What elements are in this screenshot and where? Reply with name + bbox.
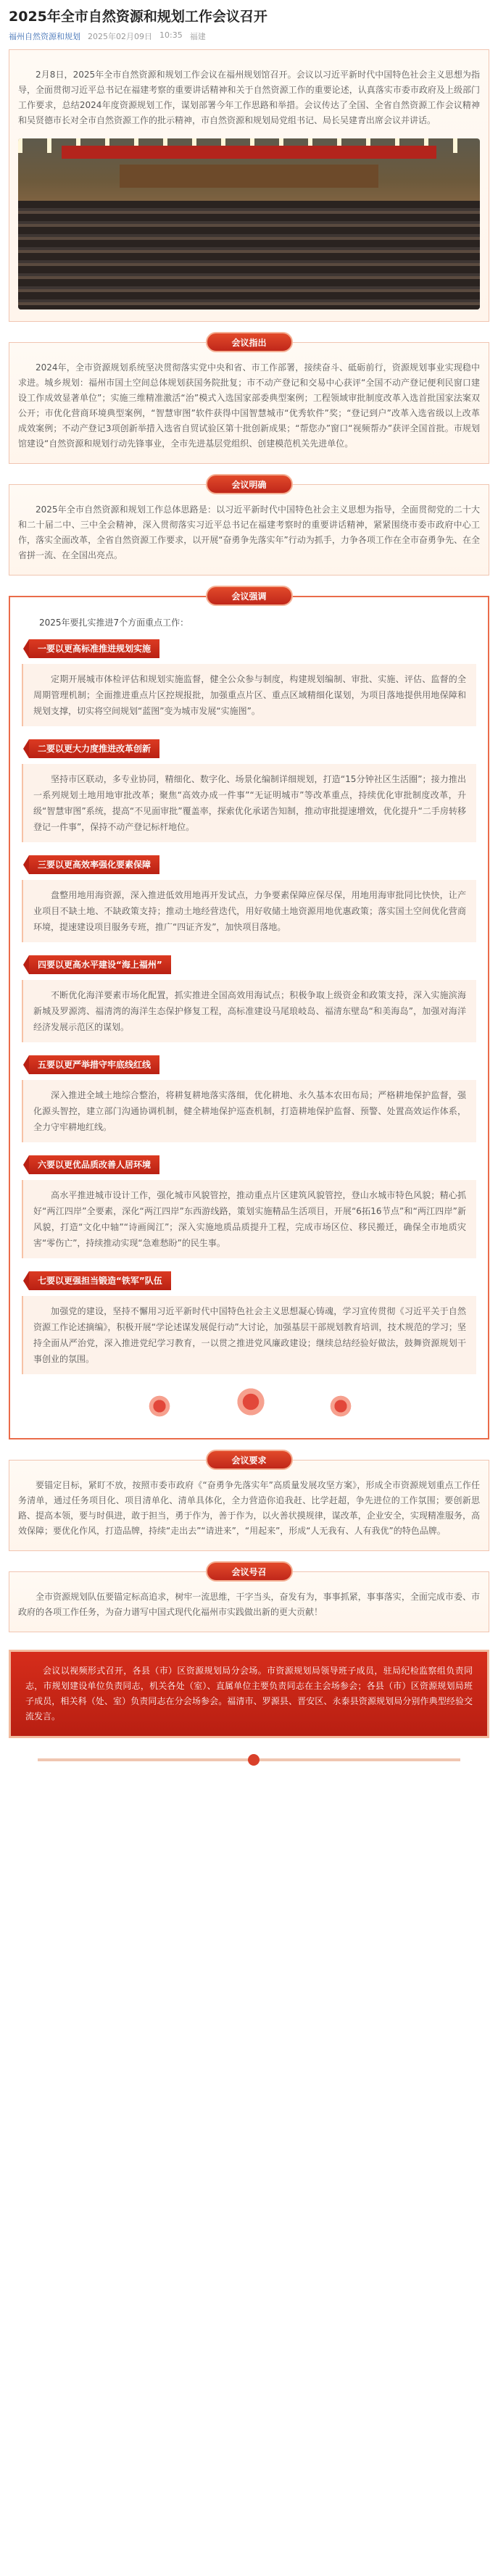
emphasis-intro: 2025年要扎实推进7个方面重点工作： [39, 618, 189, 628]
call-text: 全市资源规划队伍要锚定标高追求，树牢一流思维，干字当头，奋发有为，事事抓紧，事事落实，全面完成市委、市政府的各项工作任务，为奋力谱写中国式现代化福州市实践做出新的更大贡献！ [18, 1592, 480, 1617]
list-item [22, 855, 476, 942]
page-title: 2025年全市自然资源和规划工作会议召开 [9, 9, 267, 25]
flower-icon [232, 1383, 270, 1421]
section-tag: 会议强调 [206, 586, 293, 606]
article-meta [9, 30, 489, 42]
flower-decoration [22, 1387, 476, 1426]
list-item [22, 1155, 476, 1258]
article-header [0, 0, 498, 48]
list-item [22, 739, 476, 842]
flower-icon [326, 1392, 355, 1421]
emphasis-section [9, 596, 489, 1439]
intro-section [9, 49, 489, 322]
item-tag: 六要以更优品质改善人居环境 [29, 1155, 159, 1174]
source-link[interactable]: 福州自然资源和规划 [9, 32, 80, 41]
section-tag-wrap [0, 474, 498, 494]
stage-banner [62, 146, 436, 159]
section-tag-wrap [0, 586, 498, 606]
stage-table [120, 165, 378, 188]
item-tag: 七要以更强担当锻造“铁军”队伍 [29, 1271, 171, 1290]
section-tag-wrap [0, 1450, 498, 1470]
item-tag: 五要以更严举措守牢底线红线 [29, 1055, 159, 1074]
section-tag: 会议指出 [206, 332, 293, 352]
item-text: 深入推进全域土地综合整治，将耕复耕地落实落细，优化耕地、永久基本农田布局；严格耕地保护监督，强化源头智控，建立部门沟通协调机制，健全耕地保护巡查机制，打造耕地保护监督、预警、处置高效运作体系，全力守牢耕地红线。 [22, 1080, 476, 1142]
section-tag-wrap [0, 1561, 498, 1582]
section-tag: 会议要求 [206, 1450, 293, 1470]
publish-location: 福建 [189, 32, 206, 41]
publish-time: 10:35 [159, 30, 183, 40]
section-tag: 会议号召 [206, 1561, 293, 1582]
clarify-text: 2025年全市自然资源和规划工作总体思路是：以习近平新时代中国特色社会主义思想为指导，全面贯彻党的二十大和二十届二中、三中全会精神，深入贯彻落实习近平总书记在福建考察时的重要讲话精神，紧紧围绕市委市政府中心工作，落实全面改革，全省自然资源工作要求，以开展“奋勇争先落实年”行动为抓手，力争各项工作在全市奋勇争先、在全省拼一流、在全国出亮点。 [18, 504, 480, 560]
closing-text: 会议以视频形式召开，各县（市）区资源规划局分会场。市资源规划局领导班子成员，驻局纪检监察组负责同志，市规划建设单位负责同志，机关各处（室）、直属单位主要负责同志在主会场参会；各县（市）区资源规划局班子成员，相关科（处、室）负责同志在分会场参会。福清市、罗源县、晋安区、永泰县资源规划局分别作典型经验交流发言。 [25, 1666, 473, 1721]
pointed-out-text: 2024年，全市资源规划系统坚决贯彻落实党中央和省、市工作部署，接续奋斗、砥砺前行，资源规划事业实现稳中求进。城乡规划：福州市国土空间总体规划获国务院批复；市不动产登记和交易中心获评“全国不动产登记便利民窗口建设工作成效显著单位”；实施三维精准激活“治”模式入选国家部委典型案例；工程领域审批制度改革入选首批国家法案双公开；市优化营商环境典型案例，“智慧审图”软件获得中国智慧城市“优秀软件”奖；“登记到户”改革入选省级以上改革成效案例；不动产登记3项创新举措入选省自贸试验区第十批创新成果；“帮您办”窗口“视频帮办”获评全国首批。市规划馆建设“自然资源和规划行动先锋事业，全市先进基层党组织、创建模范机关先进单位。 [18, 362, 480, 449]
item-tag: 三要以更高效率强化要素保障 [29, 855, 159, 874]
item-text: 不断优化海洋要素市场化配置，抓实推进全国高效用海试点；积极争取上级资金和政策支持，深入实施滨海新城及罗源湾、福清湾的海洋生态保护修复工程，高标准建设马尾琅岐岛、福清东壁岛“和美海岛”，加强对海洋经济发展示范区的谋划。 [22, 980, 476, 1042]
item-text: 加强党的建设，坚持不懈用习近平新时代中国特色社会主义思想凝心铸魂，学习宣传贯彻《习近平关于自然资源工作论述摘编》，积极开展“学论述谋发展促行动”大讨论，加强基层干部规划教育培训，技术规范的学习；坚持全面从严治党，深入推进党纪学习教育，一以贯之推进党风廉政建设；继续总结经验好做法，鼓舞资源规划干事创业的氛围。 [22, 1296, 476, 1374]
clarify-section [9, 484, 489, 576]
requirement-section [9, 1460, 489, 1551]
section-tag-wrap [0, 332, 498, 352]
conference-photo [18, 138, 480, 309]
item-text: 定期开展城市体检评估和规划实施监督，健全公众参与制度，构建规划编制、审批、实施、评估、监督的全周期管理机制；全面推进重点片区控规报批，加强重点片区、重点区域精细化谋划，为项目落地提供用地保障和规划支撑，切实将空间规划“蓝图”变为城市发展“实施图”。 [22, 664, 476, 726]
flower-icon [145, 1392, 174, 1421]
footer-divider [9, 1750, 489, 1773]
publish-date: 2025年02月09日 [88, 32, 152, 41]
closing-box [9, 1650, 489, 1738]
list-item [22, 955, 476, 1042]
list-item [22, 639, 476, 726]
list-item [22, 1055, 476, 1142]
audience-rows [18, 201, 480, 309]
list-item [22, 1271, 476, 1374]
item-tag: 二要以更大力度推进改革创新 [29, 739, 159, 758]
item-text: 高水平推进城市设计工作，强化城市风貌管控，推动重点片区建筑风貌管控，登山水城市特色风貌；精心抓好“两江四岸”全要素，深化“两江四岸”东西游线路，策划实施精品生活项目，开展“6拓16节点”和“两江四岸”新风貌，打造“文化中轴”“诗画闽江”；深入实施地质品质提升工程，完成市场区位、移民搬迁，确保全市地质灾害“零伤亡”，持续推动实现“急难愁盼”的民生事。 [22, 1180, 476, 1258]
divider-dot-icon [248, 1754, 260, 1766]
intro-paragraph: 2月8日，2025年全市自然资源和规划工作会议在福州规划馆召开。会议以习近平新时代中国特色社会主义思想为指导，全面贯彻习近平总书记在福建考察的重要讲话精神和关于自然资源工作的重要论述，认真落实市委市政府及上级部门工作要求，总结2024年度资源规划工作，谋划部署今年工作思路和举措。会议传达了全国、全省自然资源工作会议精神和吴贤德市长对全市自然资源工作的批示精神，市自然资源和规划局党组书记、局长吴建青出席会议并讲话。 [18, 70, 480, 125]
item-tag: 一要以更高标准推进规划实施 [29, 639, 159, 658]
requirement-text: 要锚定目标，紧盯不放，按照市委市政府《“奋勇争先落实年”高质量发展攻坚方案》，形成全市资源规划重点工作任务清单，通过任务项目化、项目清单化、清单具体化，全力营造你追我赶、比学赶超，争先进位的工作氛围；要创新思路、提高本领，要与时俱进，敢于担当，勇于作为，善于作为，以火善状摸规律，谋改革，企业安全，实现精准服务，高效保障；要优化作风，打造品牌，持续“走出去”“请进来”，“用起来”，形成“人无我有、人有我优”的特色品牌。 [18, 1480, 480, 1536]
item-text: 坚持市区联动，多专业协同，精细化、数字化、场景化编制详细规划，打造“15分钟社区生活圈”；接力推出一系列规划土地用地审批改革；聚焦“高效办成一件事”“无证明城市”等改革重点，持续优化审批制度改革，升级“智慧审图”系统，提高“不见面审批”覆盖率，探索优化承诺告知制，推动审批提速增效，优化提升“二手房转移登记一件事”，保持不动产登记标杆地位。 [22, 764, 476, 842]
section-tag: 会议明确 [206, 474, 293, 494]
item-text: 盘整用地用海资源，深入推进低效用地再开发试点，力争要素保障应保尽保，用地用海审批同比快快，让产业项目不缺土地、不缺政策支持；推动土地经营迭代，用好收储土地资源用地优惠政策；落实国土空间优化营商环境，提速建设项目服务专班，推广“四证齐发”，加快项目落地。 [22, 880, 476, 942]
emphasis-items [22, 639, 476, 1374]
item-tag: 四要以更高水平建设“海上福州” [29, 955, 171, 974]
pointed-out-section [9, 342, 489, 464]
